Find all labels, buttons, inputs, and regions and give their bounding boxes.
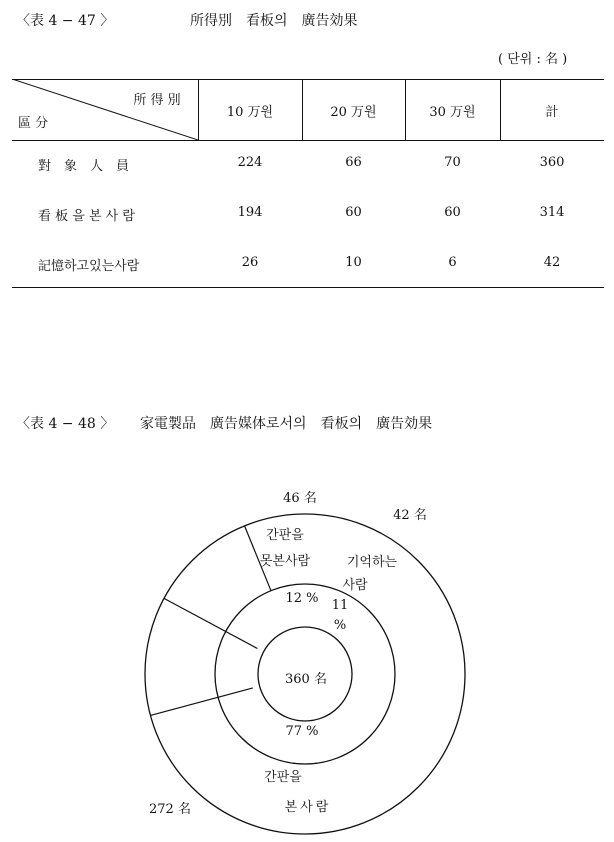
unit-label: ( 단위 : 名 ) [498,52,568,67]
row-label: 對 象 人 員 [38,159,130,174]
table-header-rule [12,140,604,141]
table-cell: 360 [539,155,565,170]
segment-percent-label: 77 % [285,724,319,739]
segment-percent-label: 12 % [285,591,319,606]
column-header: 計 [545,105,559,120]
table-cell: 66 [345,155,362,170]
table-title: 所得別 看板의 廣告効果 [190,13,358,29]
segment-label-line1: 간판을 [264,770,302,785]
segment-divider [150,688,252,715]
table-bottom-rule [12,287,604,288]
center-total-label: 360 名 [285,672,327,687]
segment-divider [164,598,257,648]
segment-count-label: 46 名 [283,491,317,506]
segment-label-line1: 기억하는 [346,555,398,570]
row-label: 記憶하고있는사람 [38,259,140,274]
column-header: 10 万원 [226,105,274,120]
figure-title: 家電製品 廣告媒体로서의 看板의 廣告効果 [140,416,433,432]
segment-count-label: 42 名 [393,508,427,523]
table-cell: 42 [543,255,561,270]
table-cell: 70 [444,155,461,170]
segment-label-line2: 본사람 [284,800,332,815]
figure-number: 〈表 4 − 48 〉 [16,416,115,432]
table-cell: 60 [444,205,461,220]
segment-label-line1: 간판을 [266,528,304,543]
segment-label-line2: 못본사람 [259,554,311,569]
table-cell: 6 [448,255,457,270]
header-bottom-label: 區 分 [18,116,49,131]
column-header: 20 万원 [330,105,377,120]
table-cell: 10 [345,255,362,270]
table-number: 〈表 4 − 47 〉 [16,13,115,29]
table-cell: 26 [241,255,259,270]
header-top-label: 所 得 別 [133,93,181,108]
row-label: 看 板 을 본 사 람 [38,209,135,224]
segment-percent-label: 11 % [331,598,349,633]
column-header: 30 万원 [429,105,476,120]
table-cell: 194 [237,205,263,220]
segment-label-line2: 사람 [342,578,368,593]
table-cell: 224 [237,155,263,170]
table-cell: 314 [539,205,565,220]
segment-count-label: 272 名 [149,802,191,817]
table-cell: 60 [345,205,362,220]
